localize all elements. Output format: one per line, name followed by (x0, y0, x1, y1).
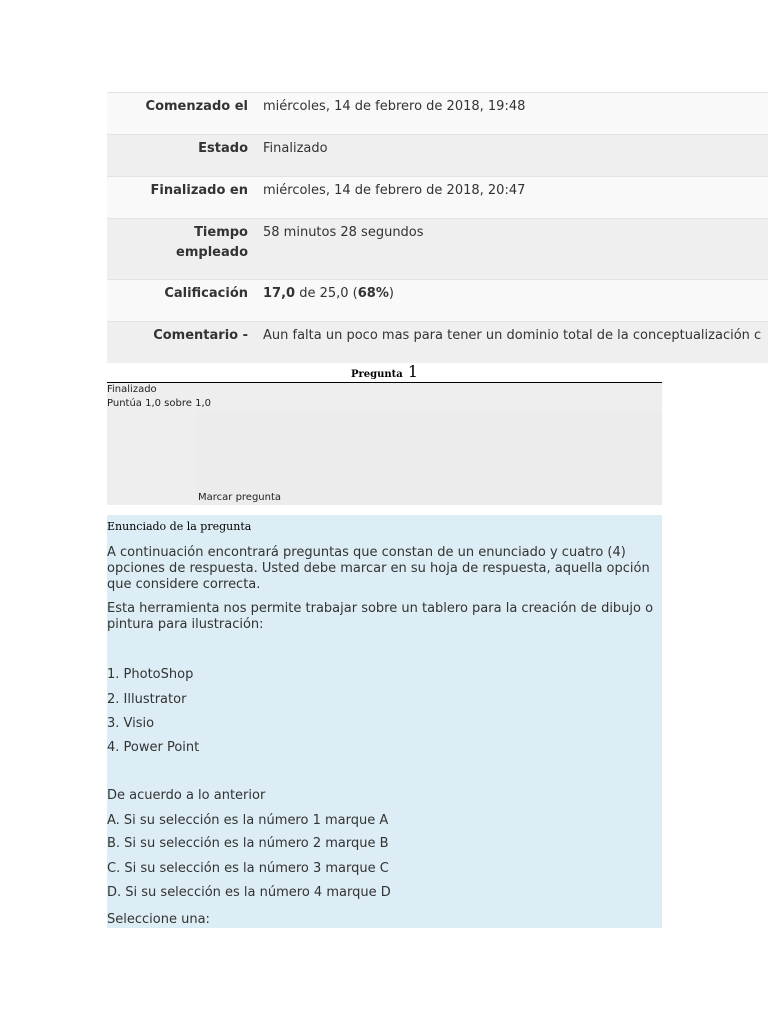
summary-value: Aun falta un poco mas para tener un dominio total de la conceptualización c (263, 328, 762, 343)
grade-score: 17,0 (263, 286, 296, 301)
summary-value: 58 minutos 28 segundos (263, 225, 424, 240)
question-header-word: Pregunta (350, 369, 403, 380)
question-state: Finalizado (107, 384, 157, 395)
summary-row-comment (107, 322, 768, 363)
answer-option-text: C. Si su selección es la número 3 marque C (107, 861, 389, 876)
summary-row-time-taken (107, 219, 768, 280)
attempt-summary-table (107, 92, 768, 363)
summary-label-line1: Tiempo (194, 225, 248, 240)
question-header (107, 362, 662, 383)
summary-label-line2: empleado (176, 245, 248, 260)
question-info-inner (197, 411, 662, 505)
summary-label: Comenzado el (145, 99, 248, 114)
summary-value (255, 280, 768, 322)
flag-question-link[interactable]: Marcar pregunta (198, 492, 282, 503)
summary-value: miércoles, 14 de febrero de 2018, 19:48 (263, 99, 526, 114)
summary-row-finished (107, 177, 768, 219)
list-item: 2. Illustrator (107, 692, 187, 707)
question-number: 1 (407, 362, 419, 381)
question-text-box (107, 515, 662, 928)
list-item: 3. Visio (107, 716, 155, 731)
question-lead: De acuerdo a lo anterior (107, 788, 266, 803)
question-prompt: Esta herramienta nos permite trabajar sobre un tablero para la creación de dibujo o pintura para ilustración: (107, 601, 654, 632)
summary-label: Estado (198, 141, 248, 156)
answer-option-text: D. Si su selección es la número 4 marque D (107, 885, 391, 900)
question-text-title: Enunciado de la pregunta (107, 520, 252, 533)
summary-value: miércoles, 14 de febrero de 2018, 20:47 (263, 183, 526, 198)
grade-close: ) (388, 286, 394, 301)
grade-percent: 68% (357, 286, 389, 301)
summary-value: Finalizado (263, 141, 328, 156)
summary-label: Finalizado en (150, 183, 248, 198)
grade-of-text: de 25,0 ( (295, 286, 358, 301)
list-item: 1. PhotoShop (107, 667, 194, 682)
list-item: 4. Power Point (107, 740, 200, 755)
question-grade: Puntúa 1,0 sobre 1,0 (107, 398, 211, 409)
question-info-box (107, 383, 662, 505)
summary-row-grade (107, 280, 768, 322)
summary-row-started (107, 93, 768, 135)
question-intro: A continuación encontrará preguntas que constan de un enunciado y cuatro (4) opciones de respuesta. Usted debe marcar en su hoja de respuesta, aquella opción que considere correcta. (107, 545, 650, 592)
summary-row-state (107, 135, 768, 177)
answer-option-text: B. Si su selección es la número 2 marque B (107, 836, 389, 851)
summary-label: Calificación (164, 286, 248, 301)
answer-option-text: A. Si su selección es la número 1 marque A (107, 813, 389, 828)
select-one-label: Seleccione una: (107, 912, 210, 927)
summary-label: Comentario - (153, 328, 248, 343)
summary-label (107, 219, 255, 280)
